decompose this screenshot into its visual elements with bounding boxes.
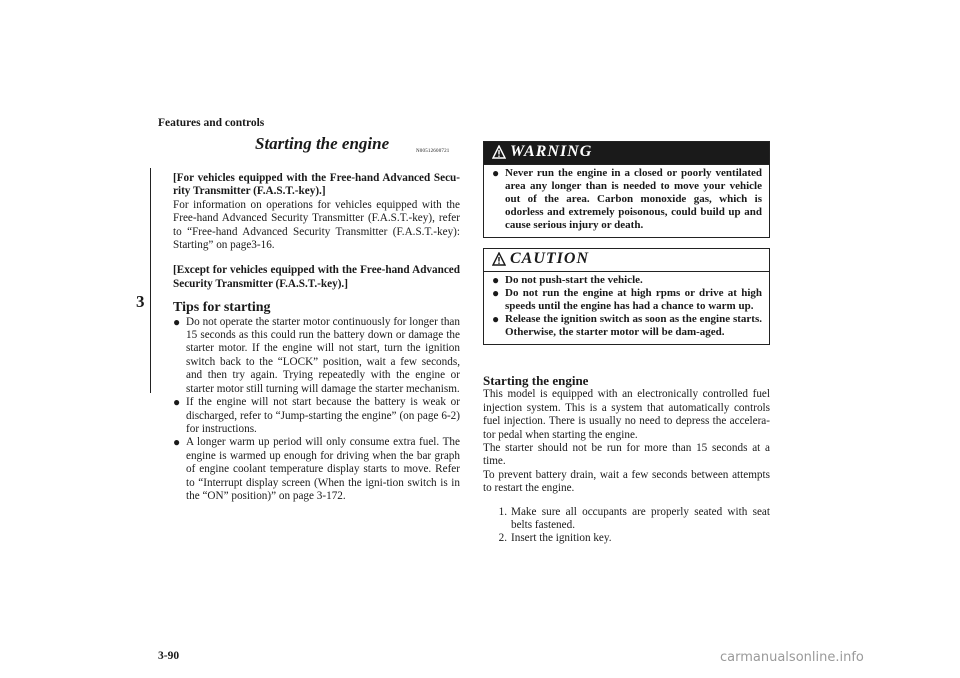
caution-box: [483, 248, 770, 345]
bullet-icon: ●: [173, 314, 181, 329]
right-para3: To prevent battery drain, wait a few seconds between attempts to restart the engine.: [483, 468, 770, 495]
caution-item: ● Do not push-start the vehicle.: [492, 273, 643, 287]
watermark: carmanualsonline.info: [720, 650, 864, 665]
bullet-icon: ●: [492, 166, 500, 180]
step-item: 2. Insert the ignition key.: [498, 532, 612, 545]
caution-header: [484, 249, 769, 272]
caution-item: ● Do not run the engine at high rpms or drive at high speeds until the engine has had a chance to warm up.: [492, 286, 762, 312]
bullet-icon: ●: [173, 435, 181, 450]
warning-box: [483, 141, 770, 238]
right-para2: The starter should not be run for more than 15 seconds at a time.: [483, 442, 770, 468]
chapter-number: 3: [136, 292, 145, 311]
bullet-icon: ●: [173, 395, 181, 410]
caution-label: CAUTION: [510, 250, 590, 267]
page-number: 3-90: [158, 650, 180, 662]
tip-item: ● If the engine will not start because the battery is weak or discharged, refer to “Jump-starting the engine” (on page 6-2) for instructions.: [173, 395, 460, 435]
warning-header: [484, 142, 769, 165]
bullet-icon: ●: [492, 273, 500, 287]
caution-triangle-icon: [492, 252, 506, 266]
para2-heading: [Except for vehicles equipped with the Free-hand Advanced Security Transmitter (F.A.S.T.-key).]: [173, 264, 460, 290]
warning-label: WARNING: [510, 143, 593, 160]
tips-heading: Tips for starting: [173, 300, 271, 316]
starting-heading: Starting the engine: [483, 373, 589, 388]
tip-item: ● A longer warm up period will only consume extra fuel. The engine is warmed up enough for driving when the bar graph of engine coolant temperature display starts to move. Refer to “Interrupt display screen (When the igni-tion switch is in the “ON” position)” on page 3-172.: [173, 435, 460, 502]
right-para1: This model is equipped with an electronically controlled fuel injection system. This is a system that automatically controls fuel injection. There is usually no need to depress the accelera-tor pedal when starting the engine.: [483, 388, 770, 441]
tip-item: ● Do not operate the starter motor continuously for longer than 15 seconds as this could run the battery down or damage the starter motor. If the engine will not start, turn the ignition switch back to the “LOCK” position, wait a few seconds, and then try again. Trying repeatedly with the engine or starter motor still turning will damage the starter mechanism.: [173, 314, 460, 395]
left-column: [173, 172, 460, 503]
right-column: [483, 374, 770, 546]
bullet-icon: ●: [492, 312, 500, 326]
bullet-icon: ●: [492, 286, 500, 300]
para1-heading: [For vehicles equipped with the Free-hand Advanced Secu-rity Transmitter (F.A.S.T.-key).]: [173, 172, 460, 198]
reference-code: N00512600721: [416, 149, 450, 154]
para1-body: For information on operations for vehicles equipped with the Free-hand Advanced Security Transmitter (F.A.S.T.-key), refer to “Free-hand Advanced Security Transmitter (F.A.S.T.-key): Starting” on page3-16.: [173, 198, 460, 252]
warning-triangle-icon: [492, 145, 506, 159]
page-title: Starting the engine: [255, 134, 390, 153]
warning-item: ● Never run the engine in a closed or poorly ventilated area any longer than is needed to move your vehicle out of the area. Carbon monoxide gas, which is odorless and extremely poisonous, could build up and cause serious injury or death.: [492, 166, 762, 231]
step-item: 1. Make sure all occupants are properly seated with seat belts fastened.: [498, 505, 770, 532]
caution-item: ● Release the ignition switch as soon as the engine starts. Otherwise, the starter motor will be dam-aged.: [492, 312, 762, 338]
section-header: Features and controls: [158, 117, 265, 129]
chapter-tab: [116, 168, 151, 393]
